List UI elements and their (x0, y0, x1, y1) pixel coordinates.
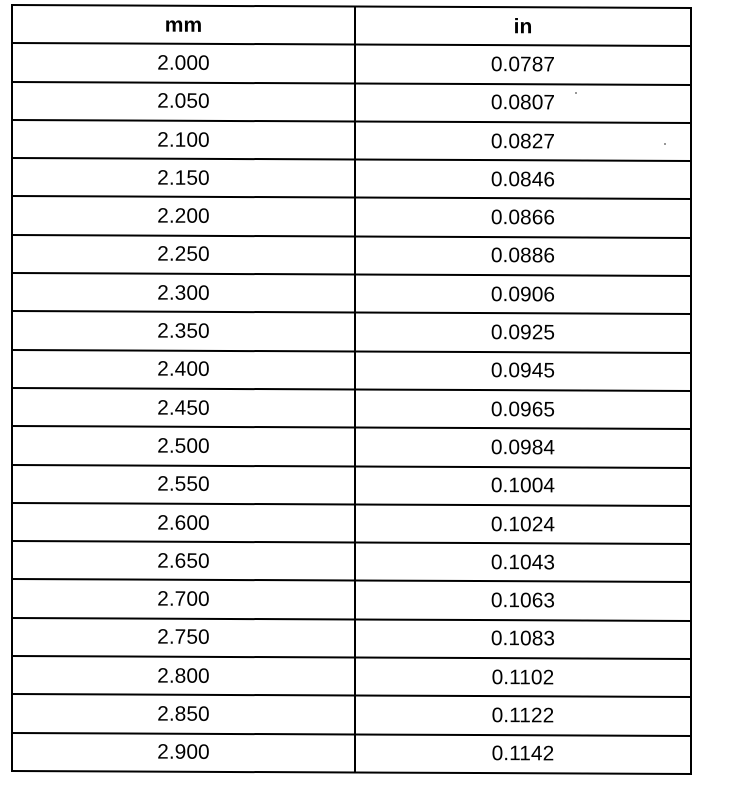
cell-in: 0.1063 (355, 581, 691, 621)
table-row (12, 618, 691, 659)
cell-mm: 2.800 (12, 656, 355, 696)
cell-mm: 2.400 (12, 350, 355, 390)
cell-in: 0.0846 (355, 160, 691, 200)
table-row (12, 733, 691, 774)
column-header-mm: mm (12, 5, 355, 45)
cell-mm: 2.650 (12, 541, 355, 581)
cell-mm: 2.550 (12, 465, 355, 505)
cell-mm: 2.850 (12, 694, 355, 734)
cell-in: 0.0886 (355, 236, 691, 276)
cell-in: 0.0866 (355, 198, 691, 238)
cell-in: 0.1122 (355, 696, 691, 736)
cell-in: 0.1083 (355, 619, 691, 659)
cell-mm: 2.900 (12, 733, 355, 773)
cell-mm: 2.700 (12, 579, 355, 619)
cell-mm: 2.200 (12, 196, 355, 236)
mm-to-inch-conversion-table (11, 4, 692, 775)
scan-speck (664, 143, 666, 145)
cell-in: 0.1043 (355, 543, 691, 583)
cell-in: 0.1142 (355, 734, 691, 774)
cell-in: 0.1024 (355, 504, 691, 544)
table-row (12, 196, 691, 237)
scan-speck (575, 92, 577, 94)
table-row (12, 656, 691, 697)
table-row (12, 311, 691, 352)
cell-in: 0.0787 (355, 45, 691, 85)
table-row (12, 465, 691, 506)
cell-in: 0.0807 (355, 83, 691, 123)
cell-mm: 2.150 (12, 158, 355, 198)
cell-mm: 2.450 (12, 388, 355, 428)
table-row (12, 579, 691, 620)
cell-mm: 2.250 (12, 235, 355, 275)
cell-in: 0.0827 (355, 121, 691, 161)
table-row (12, 273, 691, 314)
table-row (12, 43, 691, 84)
cell-in: 0.1102 (355, 658, 691, 698)
column-header-in: in (355, 7, 691, 47)
cell-in: 0.0984 (355, 428, 691, 468)
table-body (12, 43, 691, 774)
cell-mm: 2.600 (12, 503, 355, 543)
cell-mm: 2.300 (12, 273, 355, 313)
table-row (12, 158, 691, 199)
cell-in: 0.0906 (355, 275, 691, 315)
cell-mm: 2.000 (12, 43, 355, 83)
cell-mm: 2.100 (12, 120, 355, 160)
table-row (12, 694, 691, 735)
table-header-row (12, 5, 691, 46)
cell-mm: 2.750 (12, 618, 355, 658)
cell-mm: 2.500 (12, 426, 355, 466)
cell-mm: 2.350 (12, 311, 355, 351)
cell-mm: 2.050 (12, 82, 355, 122)
table-row (12, 235, 691, 276)
table-row (12, 350, 691, 391)
table-row (12, 388, 691, 429)
table-row (12, 541, 691, 582)
table-row (12, 503, 691, 544)
table-row (12, 120, 691, 161)
cell-in: 0.0925 (355, 313, 691, 353)
cell-in: 0.0965 (355, 389, 691, 429)
table-row (12, 426, 691, 467)
cell-in: 0.0945 (355, 351, 691, 391)
conversion-table-container (11, 4, 692, 773)
table-row (12, 82, 691, 123)
cell-in: 0.1004 (355, 466, 691, 506)
